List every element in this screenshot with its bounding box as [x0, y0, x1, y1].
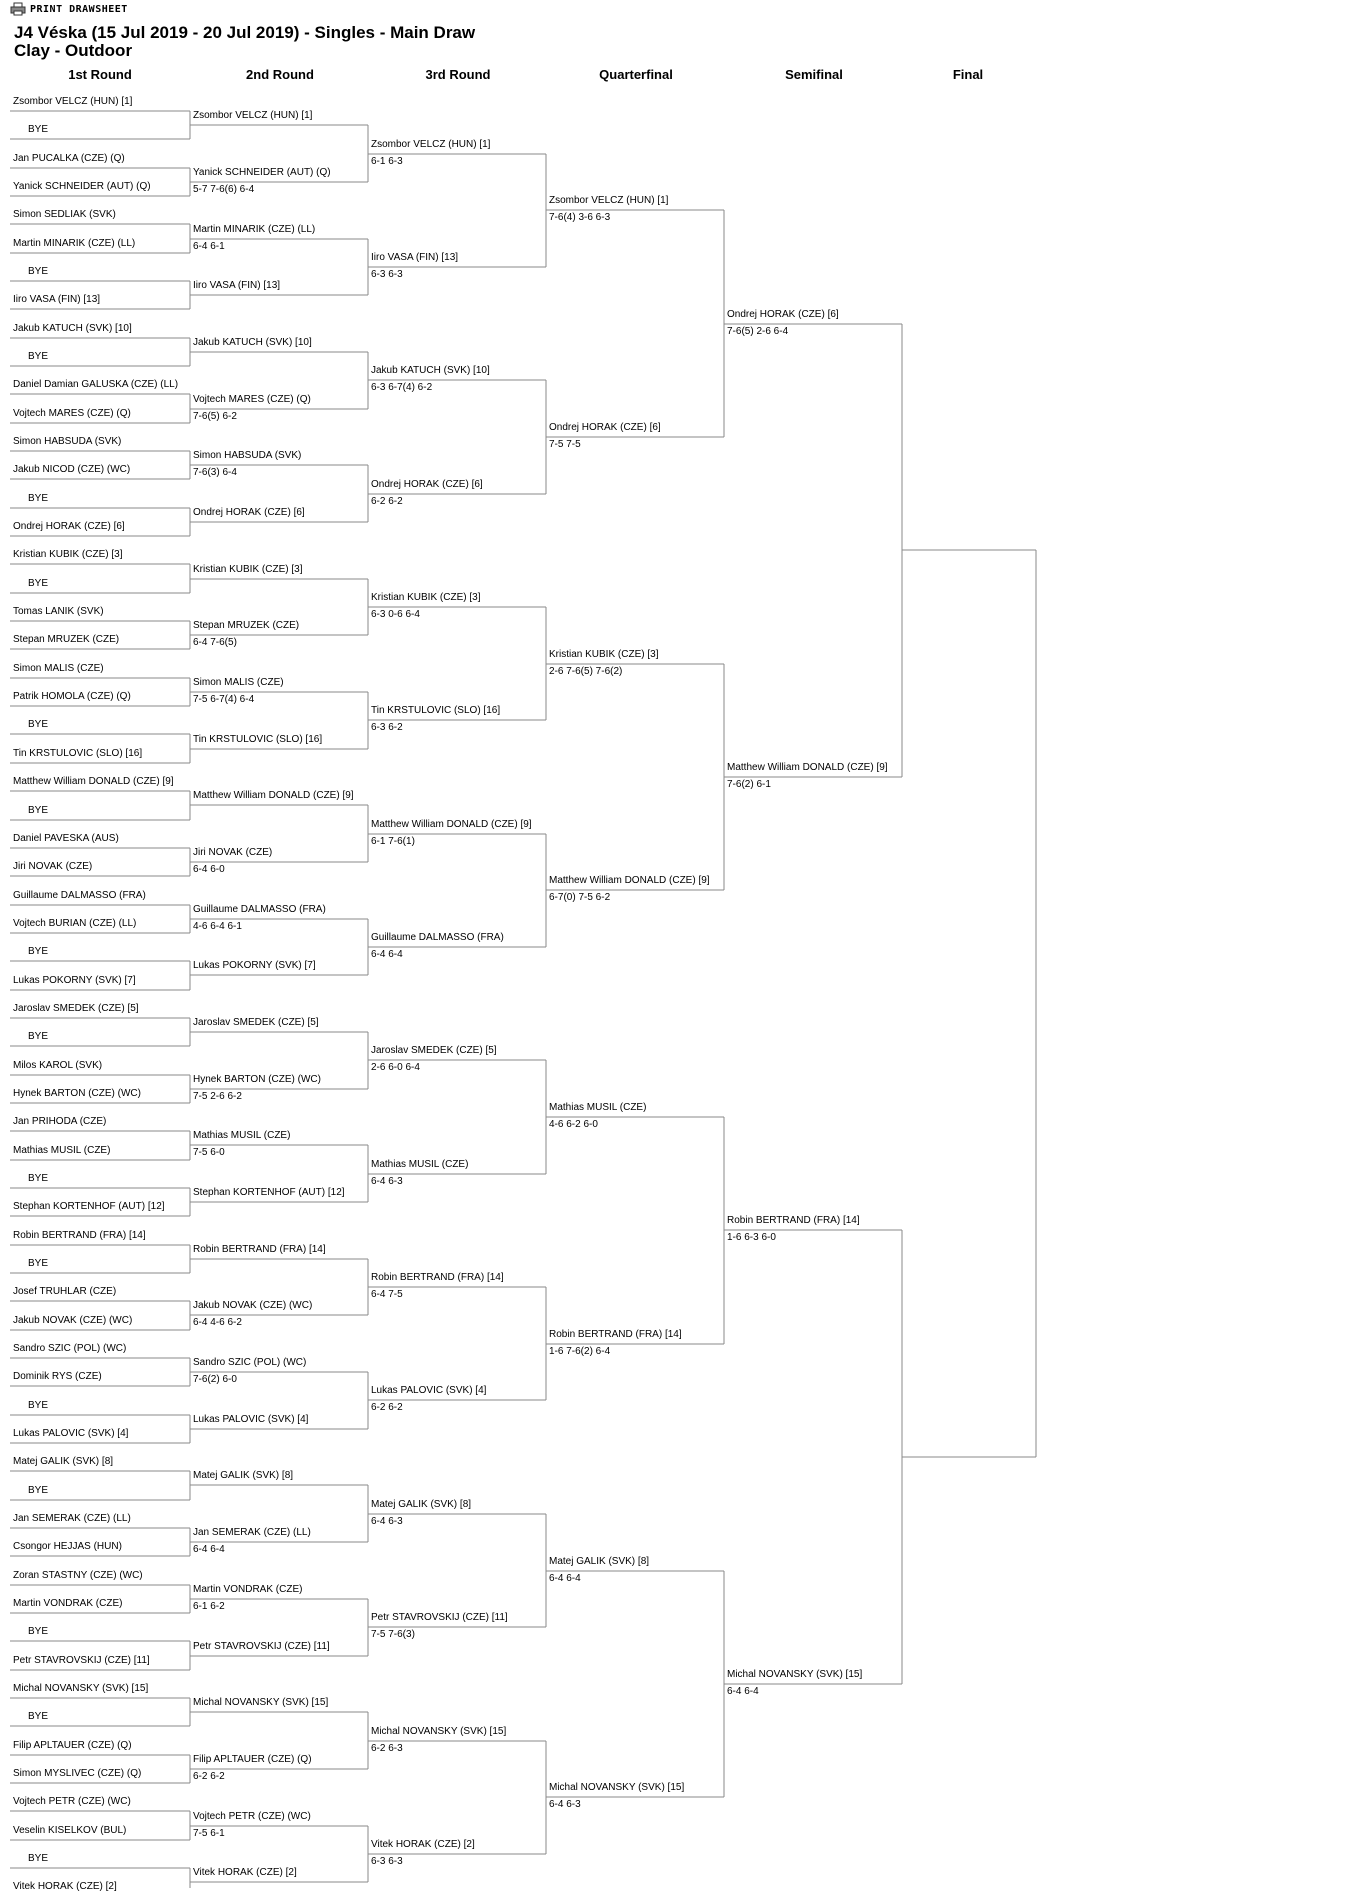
player-name: Jan PUCALKA (CZE) (Q) — [13, 153, 125, 164]
match-score: 6-4 6-3 — [549, 1799, 581, 1810]
player-name: Patrik HOMOLA (CZE) (Q) — [13, 691, 131, 702]
player-name: Robin BERTRAND (FRA) [14] — [371, 1272, 504, 1283]
player-name: Jaroslav SMEDEK (CZE) [5] — [371, 1045, 497, 1056]
print-drawsheet-label[interactable]: PRINT DRAWSHEET — [30, 3, 128, 15]
player-name: Jakub NOVAK (CZE) (WC) — [13, 1315, 133, 1326]
player-name: Ondrej HORAK (CZE) [6] — [371, 479, 483, 490]
bye-label: BYE — [28, 578, 49, 589]
match-score: 6-4 6-4 — [727, 1686, 759, 1697]
match-score: 6-4 6-0 — [193, 864, 225, 875]
player-name: Ondrej HORAK (CZE) [6] — [193, 507, 305, 518]
match-score: 7-6(3) 6-4 — [193, 467, 237, 478]
player-name: Petr STAVROVSKIJ (CZE) [11] — [371, 1612, 508, 1623]
player-name: Kristian KUBIK (CZE) [3] — [371, 592, 481, 603]
player-name: Vojtech PETR (CZE) (WC) — [13, 1796, 131, 1807]
player-name: Michal NOVANSKY (SVK) [15] — [13, 1683, 149, 1694]
player-name: Robin BERTRAND (FRA) [14] — [549, 1329, 682, 1340]
match-score: 6-4 7-6(5) — [193, 637, 237, 648]
match-score: 6-4 6-3 — [371, 1516, 403, 1527]
player-name: Yanick SCHNEIDER (AUT) (Q) — [193, 167, 331, 178]
player-name: Michal NOVANSKY (SVK) [15] — [371, 1726, 507, 1737]
player-name: Mathias MUSIL (CZE) — [371, 1159, 469, 1170]
match-score: 7-5 6-1 — [193, 1828, 225, 1839]
player-name: Jaroslav SMEDEK (CZE) [5] — [193, 1017, 319, 1028]
player-name: Vitek HORAK (CZE) [2] — [193, 1867, 297, 1878]
player-name: Matthew William DONALD (CZE) [9] — [193, 790, 354, 801]
bye-label: BYE — [28, 493, 49, 504]
player-name: Guillaume DALMASSO (FRA) — [13, 890, 146, 901]
player-name: Robin BERTRAND (FRA) [14] — [13, 1230, 146, 1241]
round-header-final: Final — [952, 67, 984, 82]
bye-label: BYE — [28, 266, 49, 277]
match-score: 6-3 6-2 — [371, 722, 403, 733]
player-name: Mathias MUSIL (CZE) — [13, 1145, 111, 1156]
player-name: Jan SEMERAK (CZE) (LL) — [13, 1513, 131, 1524]
player-name: Tin KRSTULOVIC (SLO) [16] — [13, 748, 143, 759]
match-score: 6-2 6-3 — [371, 1743, 403, 1754]
bye-label: BYE — [28, 1626, 49, 1637]
player-name: Sandro SZIC (POL) (WC) — [13, 1343, 127, 1354]
player-name: Matej GALIK (SVK) [8] — [549, 1556, 650, 1567]
player-name: Martin VONDRAK (CZE) — [13, 1598, 123, 1609]
bye-label: BYE — [28, 1173, 49, 1184]
player-name: Simon MALIS (CZE) — [13, 663, 104, 674]
player-name: Matthew William DONALD (CZE) [9] — [549, 875, 710, 886]
player-name: Jakub NOVAK (CZE) (WC) — [193, 1300, 313, 1311]
match-score: 6-2 6-2 — [371, 496, 403, 507]
page-subtitle: Clay - Outdoor — [14, 41, 133, 60]
match-score: 1-6 6-3 6-0 — [727, 1232, 776, 1243]
player-name: Veselin KISELKOV (BUL) — [13, 1825, 127, 1836]
bye-label: BYE — [28, 805, 49, 816]
bye-label: BYE — [28, 1853, 49, 1864]
player-name: Tomas LANIK (SVK) — [13, 606, 104, 617]
match-score: 6-1 6-3 — [371, 156, 403, 167]
player-name: Lukas POKORNY (SVK) [7] — [13, 975, 136, 986]
match-score: 6-3 6-7(4) 6-2 — [371, 382, 433, 393]
round-header-3: 3rd Round — [425, 67, 491, 82]
bye-label: BYE — [28, 124, 49, 135]
player-name: Jakub KATUCH (SVK) [10] — [371, 365, 490, 376]
bye-label: BYE — [28, 1400, 49, 1411]
match-score: 6-4 6-3 — [371, 1176, 403, 1187]
player-name: Simon HABSUDA (SVK) — [193, 450, 302, 461]
player-name: Zsombor VELCZ (HUN) [1] — [193, 110, 313, 121]
player-name: Vojtech BURIAN (CZE) (LL) — [13, 918, 137, 929]
player-name: Yanick SCHNEIDER (AUT) (Q) — [13, 181, 151, 192]
player-name: Guillaume DALMASSO (FRA) — [371, 932, 504, 943]
match-score: 6-7(0) 7-5 6-2 — [549, 892, 611, 903]
match-score: 6-4 4-6 6-2 — [193, 1317, 242, 1328]
player-name: Sandro SZIC (POL) (WC) — [193, 1357, 307, 1368]
bye-label: BYE — [28, 719, 49, 730]
match-score: 2-6 6-0 6-4 — [371, 1062, 420, 1073]
player-name: Iiro VASA (FIN) [13] — [193, 280, 281, 291]
player-name: Michal NOVANSKY (SVK) [15] — [727, 1669, 863, 1680]
match-score: 7-5 6-0 — [193, 1147, 225, 1158]
player-name: Matej GALIK (SVK) [8] — [371, 1499, 472, 1510]
player-name: Dominik RYS (CZE) — [13, 1371, 102, 1382]
match-score: 7-5 6-7(4) 6-4 — [193, 694, 255, 705]
bye-label: BYE — [28, 351, 49, 362]
player-name: Filip APLTAUER (CZE) (Q) — [193, 1754, 312, 1765]
match-score: 6-1 7-6(1) — [371, 836, 415, 847]
player-name: Zsombor VELCZ (HUN) [1] — [371, 139, 491, 150]
round-header-sf: Semifinal — [785, 67, 843, 82]
match-score: 6-3 0-6 6-4 — [371, 609, 420, 620]
bye-label: BYE — [28, 1258, 49, 1269]
match-score: 6-3 6-3 — [371, 1856, 403, 1867]
match-score: 7-6(5) 2-6 6-4 — [727, 326, 789, 337]
player-name: Josef TRUHLAR (CZE) — [13, 1286, 117, 1297]
player-name: Vojtech MARES (CZE) (Q) — [13, 408, 131, 419]
player-name: Martin MINARIK (CZE) (LL) — [193, 224, 316, 235]
player-name: Mathias MUSIL (CZE) — [193, 1130, 291, 1141]
match-score: 4-6 6-2 6-0 — [549, 1119, 598, 1130]
bye-label: BYE — [28, 1711, 49, 1722]
player-name: Vitek HORAK (CZE) [2] — [371, 1839, 475, 1850]
round-header-2: 2nd Round — [246, 67, 314, 82]
player-name: Matthew William DONALD (CZE) [9] — [371, 819, 532, 830]
player-name: Jan SEMERAK (CZE) (LL) — [193, 1527, 311, 1538]
player-name: Robin BERTRAND (FRA) [14] — [727, 1215, 860, 1226]
match-score: 7-6(2) 6-1 — [727, 779, 771, 790]
match-score: 7-5 7-6(3) — [371, 1629, 415, 1640]
player-name: Daniel Damian GALUSKA (CZE) (LL) — [13, 379, 179, 390]
player-name: Zsombor VELCZ (HUN) [1] — [549, 195, 669, 206]
match-score: 6-4 6-4 — [193, 1544, 225, 1555]
player-name: Vitek HORAK (CZE) [2] — [13, 1881, 117, 1892]
player-name: Iiro VASA (FIN) [13] — [13, 294, 101, 305]
player-name: Matthew William DONALD (CZE) [9] — [727, 762, 888, 773]
player-name: Mathias MUSIL (CZE) — [549, 1102, 647, 1113]
player-name: Daniel PAVESKA (AUS) — [13, 833, 119, 844]
player-name: Lukas PALOVIC (SVK) [4] — [193, 1414, 309, 1425]
player-name: Stepan MRUZEK (CZE) — [13, 634, 120, 645]
player-name: Filip APLTAUER (CZE) (Q) — [13, 1740, 132, 1751]
match-score: 6-4 6-4 — [549, 1573, 581, 1584]
player-name: Lukas PALOVIC (SVK) [4] — [13, 1428, 129, 1439]
match-score: 7-5 2-6 6-2 — [193, 1091, 242, 1102]
match-score: 7-5 7-5 — [549, 439, 581, 450]
player-name: Tin KRSTULOVIC (SLO) [16] — [193, 734, 323, 745]
player-name: Tin KRSTULOVIC (SLO) [16] — [371, 705, 501, 716]
player-name: Hynek BARTON (CZE) (WC) — [13, 1088, 141, 1099]
player-name: Michal NOVANSKY (SVK) [15] — [549, 1782, 685, 1793]
match-score: 6-4 7-5 — [371, 1289, 403, 1300]
player-name: Ondrej HORAK (CZE) [6] — [727, 309, 839, 320]
player-name: Kristian KUBIK (CZE) [3] — [193, 564, 303, 575]
player-name: Robin BERTRAND (FRA) [14] — [193, 1244, 326, 1255]
player-name: Jakub KATUCH (SVK) [10] — [193, 337, 312, 348]
player-name: Hynek BARTON (CZE) (WC) — [193, 1074, 321, 1085]
match-score: 7-6(2) 6-0 — [193, 1374, 237, 1385]
player-name: Lukas PALOVIC (SVK) [4] — [371, 1385, 487, 1396]
player-name: Jakub KATUCH (SVK) [10] — [13, 323, 132, 334]
match-score: 5-7 7-6(6) 6-4 — [193, 184, 255, 195]
player-name: Zoran STASTNY (CZE) (WC) — [13, 1570, 143, 1581]
player-name: Simon MALIS (CZE) — [193, 677, 284, 688]
player-name: Csongor HEJJAS (HUN) — [13, 1541, 122, 1552]
player-name: Jaroslav SMEDEK (CZE) [5] — [13, 1003, 139, 1014]
match-score: 6-4 6-1 — [193, 241, 225, 252]
player-name: Guillaume DALMASSO (FRA) — [193, 904, 326, 915]
player-name: Ondrej HORAK (CZE) [6] — [13, 521, 125, 532]
bye-label: BYE — [28, 1031, 49, 1042]
player-name: Simon HABSUDA (SVK) — [13, 436, 122, 447]
match-score: 4-6 6-4 6-1 — [193, 921, 242, 932]
match-score: 6-3 6-3 — [371, 269, 403, 280]
bye-label: BYE — [28, 946, 49, 957]
player-name: Jan PRIHODA (CZE) — [13, 1116, 107, 1127]
player-name: Simon SEDLIAK (SVK) — [13, 209, 116, 220]
player-name: Kristian KUBIK (CZE) [3] — [13, 549, 123, 560]
player-name: Ondrej HORAK (CZE) [6] — [549, 422, 661, 433]
player-name: Lukas POKORNY (SVK) [7] — [193, 960, 316, 971]
player-name: Matthew William DONALD (CZE) [9] — [13, 776, 174, 787]
player-name: Vojtech PETR (CZE) (WC) — [193, 1811, 311, 1822]
match-score: 6-4 6-4 — [371, 949, 403, 960]
player-name: Martin MINARIK (CZE) (LL) — [13, 238, 136, 249]
round-header-qf: Quarterfinal — [599, 67, 673, 82]
bye-label: BYE — [28, 1485, 49, 1496]
player-name: Zsombor VELCZ (HUN) [1] — [13, 96, 133, 107]
page-title: J4 Véska (15 Jul 2019 - 20 Jul 2019) - Singles - Main Draw — [14, 23, 476, 42]
match-score: 7-6(4) 3-6 6-3 — [549, 212, 611, 223]
player-name: Kristian KUBIK (CZE) [3] — [549, 649, 659, 660]
player-name: Matej GALIK (SVK) [8] — [13, 1456, 114, 1467]
match-score: 1-6 7-6(2) 6-4 — [549, 1346, 611, 1357]
player-name: Jakub NICOD (CZE) (WC) — [13, 464, 131, 475]
match-score: 6-2 6-2 — [193, 1771, 225, 1782]
player-name: Jiri NOVAK (CZE) — [193, 847, 273, 858]
player-name: Martin VONDRAK (CZE) — [193, 1584, 303, 1595]
player-name: Milos KAROL (SVK) — [13, 1060, 103, 1071]
player-name: Stepan MRUZEK (CZE) — [193, 620, 300, 631]
player-name: Matej GALIK (SVK) [8] — [193, 1470, 294, 1481]
player-name: Iiro VASA (FIN) [13] — [371, 252, 459, 263]
match-score: 7-6(5) 6-2 — [193, 411, 237, 422]
match-score: 6-2 6-2 — [371, 1402, 403, 1413]
player-name: Michal NOVANSKY (SVK) [15] — [193, 1697, 329, 1708]
player-name: Petr STAVROVSKIJ (CZE) [11] — [13, 1655, 150, 1666]
match-score: 2-6 7-6(5) 7-6(2) — [549, 666, 623, 677]
round-header-1: 1st Round — [68, 67, 132, 82]
player-name: Stephan KORTENHOF (AUT) [12] — [193, 1187, 345, 1198]
player-name: Simon MYSLIVEC (CZE) (Q) — [13, 1768, 142, 1779]
player-name: Vojtech MARES (CZE) (Q) — [193, 394, 311, 405]
player-name: Stephan KORTENHOF (AUT) [12] — [13, 1201, 165, 1212]
player-name: Jiri NOVAK (CZE) — [13, 861, 93, 872]
match-score: 6-1 6-2 — [193, 1601, 225, 1612]
player-name: Petr STAVROVSKIJ (CZE) [11] — [193, 1641, 330, 1652]
